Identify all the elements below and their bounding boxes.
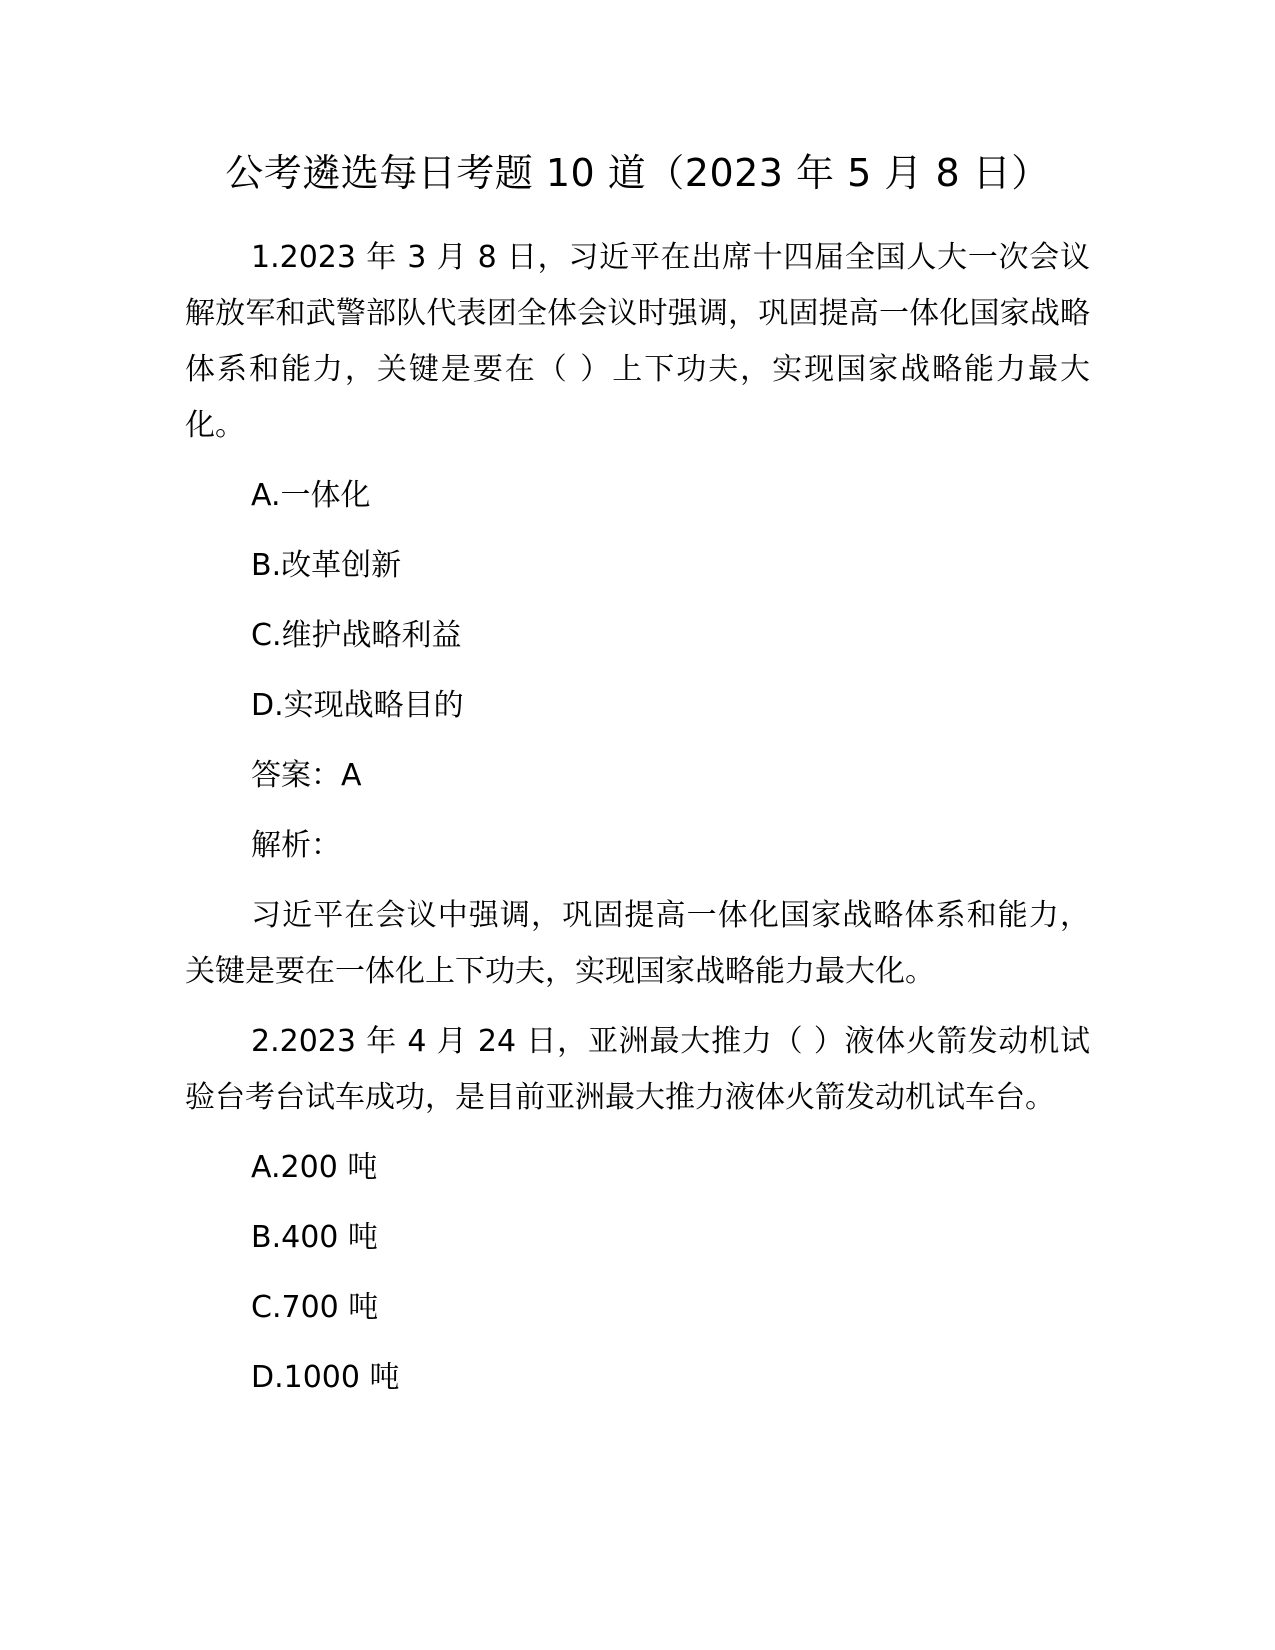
document-body — [185, 230, 1090, 1420]
question-2-option-a: A.200 吨 — [251, 1150, 378, 1185]
question-1-option-c: C.维护战略利益 — [251, 618, 462, 653]
question-2-option-d: D.1000 吨 — [251, 1360, 400, 1395]
question-2-option-c: C.700 吨 — [251, 1290, 379, 1325]
question-1-analysis: 习近平在会议中强调，巩固提高一体化国家战略体系和能力，关键是要在一体化上下功夫，实现国家战略能力最大化。 — [185, 898, 1090, 989]
question-1-analysis-label: 解析： — [251, 828, 341, 863]
page-title: 公考遴选每日考题 10 道（2023 年 5 月 8 日） — [225, 151, 1050, 195]
question-1-option-d: D.实现战略目的 — [251, 688, 464, 723]
question-2-stem: 2.2023 年 4 月 24 日，亚洲最大推力（ ）液体火箭发动机试验台考台试车成功，是目前亚洲最大推力液体火箭发动机试车台。 — [185, 1024, 1090, 1115]
question-1-option-b: B.改革创新 — [251, 548, 402, 583]
question-1-stem: 1.2023 年 3 月 8 日，习近平在出席十四届全国人大一次会议解放军和武警部队代表团全体会议时强调，巩固提高一体化国家战略体系和能力，关键是要在（ ）上下功夫，实现国家战略能力最大化。 — [185, 240, 1090, 443]
question-1-answer: 答案：A — [251, 758, 362, 793]
question-2-option-b: B.400 吨 — [251, 1220, 378, 1255]
question-1-option-a: A.一体化 — [251, 478, 371, 513]
